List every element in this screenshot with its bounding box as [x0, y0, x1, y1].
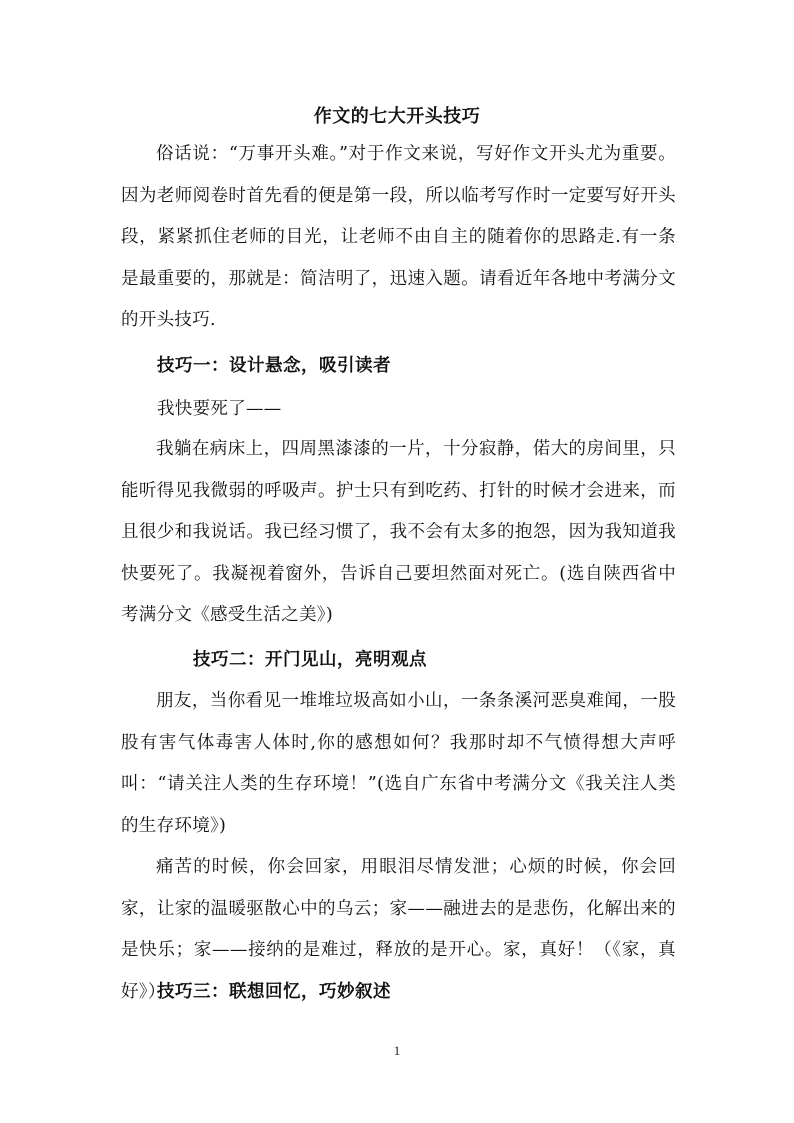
section-heading-1: 技巧一：设计悬念，吸引读者	[157, 356, 391, 376]
document-title: 作文的七大开头技巧	[313, 106, 481, 127]
page-number: 1	[393, 1043, 401, 1058]
section-2-paragraph-1: 朋友，当你看见一堆堆垃圾高如小山，一条条溪河恶臭难闻，一股股有害气体毒害人体时,你的感想如何？我那时却不气愤得想大声呼叫：“请关注人类的生存环境！”(选自广东省中考满分文《我关注人类的生存环境》)	[121, 691, 676, 836]
section-1-paragraph: 我躺在病床上，四周黑漆漆的一片，十分寂静，偌大的房间里，只能听得见我微弱的呼吸声。护士只有到吃药、打针的时候才会进来，而且很少和我说话。我已经习惯了，我不会有太多的抱怨，因为我知道我快要死了。我凝视着窗外，告诉自己要坦然面对死亡。(选自陕西省中考满分文《感受生活之美》)	[121, 439, 676, 625]
section-2-paragraph-2: 痛苦的时候，你会回家，用眼泪尽情发泄；心烦的时候，你会回家，让家的温暖驱散心中的乌云；家——融进去的是悲伤，化解出来的是快乐；家——接纳的是难过，释放的是开心。家，真好！（《家，真好》）	[121, 857, 676, 1002]
section-1-first-line: 我快要死了——	[157, 399, 282, 419]
intro-paragraph: 俗话说：“万事开头难。”对于作文来说，写好作文开头尤为重要。因为老师阅卷时首先看的便是第一段，所以临考写作时一定要写好开头段，紧紧抓住老师的目光，让老师不由自主的随着你的思路走.有一条是最重要的，那就是：简洁明了，迅速入题。请看近年各地中考满分文的开头技巧.	[121, 144, 676, 330]
section-heading-3: 技巧三：联想回忆，巧妙叙述	[157, 982, 391, 1002]
section-heading-2: 技巧二：开门见山，亮明观点	[193, 650, 427, 670]
